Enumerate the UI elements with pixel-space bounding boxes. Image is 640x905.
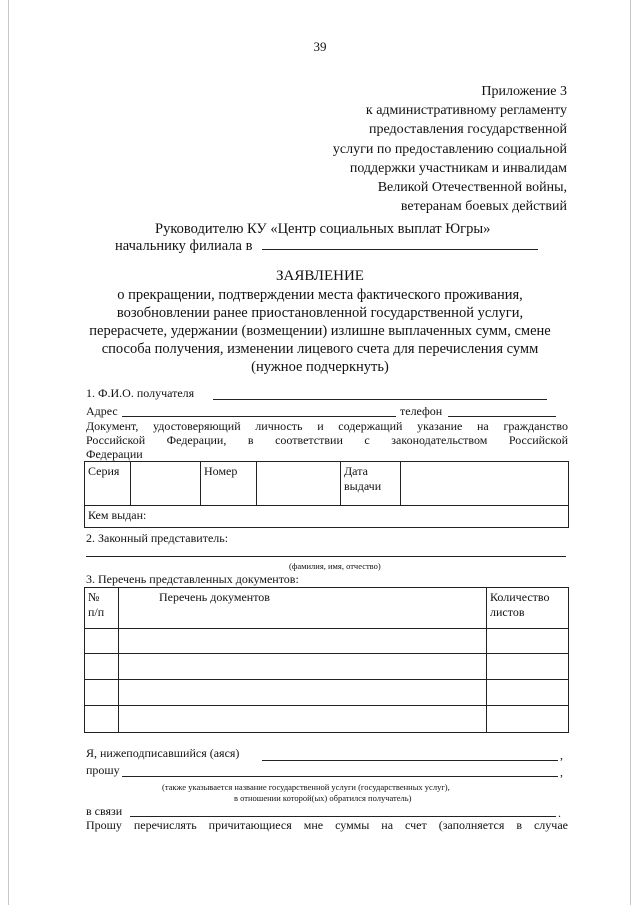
table-row [85,680,569,706]
row-quantity-cell[interactable] [487,680,569,706]
form-subtitle-line: возобновлении ранее приостановленной государственной услуги, [116,305,524,321]
appendix-line: ветеранам боевых действий [400,199,567,215]
page-right-edge [630,0,631,905]
row-number-cell[interactable] [85,706,119,733]
col-quantity-header [487,588,569,629]
table-row [85,654,569,680]
transfer-request-text: Прошу перечислять причитающиеся мне суммы на счет (заполняется в случае [86,818,568,832]
phone-label: телефон [400,404,443,418]
representative-field[interactable] [86,556,566,557]
fio-label: 1. Ф.И.О. получателя [86,386,195,400]
page-left-edge [8,0,9,905]
representative-caption: (фамилия, имя, отчество) [289,561,381,571]
row-quantity-cell[interactable] [487,706,569,733]
id-doc-text-line: Федерации [86,447,143,461]
series-value[interactable] [131,462,201,506]
page-number: 39 [313,39,327,54]
phone-field[interactable] [448,416,556,417]
issue-date-label [341,462,401,506]
issue-date-value[interactable] [401,462,569,506]
col-quantity-header-line: Количество [490,590,550,604]
appendix-line: Приложение 3 [481,84,567,99]
address-field[interactable] [122,416,396,417]
issue-date-label-line: Дата [344,464,368,478]
row-number-cell[interactable] [85,654,119,680]
appendix-line: Великой Отечественной войны, [377,180,567,196]
row-quantity-cell[interactable] [487,654,569,680]
id-document-table [84,461,569,528]
table-row [85,629,569,654]
table-row [85,706,569,733]
address-label: Адрес [86,404,118,418]
form-subtitle-line: перерасчете, удержании (возмещении) излишне выплаченных сумм, смене [89,323,551,339]
signer-field[interactable] [262,760,558,761]
col-documents-header-text: Перечень документов [159,590,270,604]
form-subtitle-hint: (нужное подчеркнуть) [251,359,389,375]
representative-label: 2. Законный представитель: [86,531,229,545]
col-number-header-line: п/п [88,605,105,619]
documents-table [84,587,569,733]
appendix-line: предоставления государственной [368,122,567,138]
appendix-line: услуги по предоставлению социальной [332,141,567,157]
col-number-header [85,588,119,629]
issued-by-cell[interactable] [85,506,569,528]
id-doc-text-line: Документ, удостоверяющий личность и содержащий указание на гражданство [86,419,568,433]
reason-label: в связи [86,804,123,818]
reason-dot: . [558,806,561,820]
signer-label: Я, нижеподписавшийся (аяся) [86,746,240,760]
form-title: ЗАЯВЛЕНИЕ [276,268,364,284]
row-number-cell[interactable] [85,680,119,706]
fio-field[interactable] [213,399,547,400]
request-label: прошу [86,763,120,777]
appendix-block [333,82,567,216]
row-quantity-cell[interactable] [487,629,569,654]
request-caption-line: в отношении которой(ых) обратился получатель) [234,793,412,803]
appendix-line: к административному регламенту [365,103,567,119]
number-label: Номер [201,462,257,506]
col-quantity-header-line: листов [490,605,525,619]
row-number-cell[interactable] [85,629,119,654]
row-document-cell[interactable] [119,706,487,733]
number-value[interactable] [257,462,341,506]
addressee-line-1: Руководителю КУ «Центр социальных выплат Югры» [155,221,491,237]
row-document-cell[interactable] [119,680,487,706]
id-doc-text-line: Российской Федерации, в соответствии с законодательством Российской [86,433,568,447]
series-label: Серия [85,462,131,506]
col-number-header-line: № [88,590,100,604]
request-caption-line: (также указывается название государственной услуги (государственных услуг), [162,782,450,792]
reason-field[interactable] [130,816,556,817]
request-field[interactable] [122,776,558,777]
col-documents-header [119,588,487,629]
row-document-cell[interactable] [119,629,487,654]
request-comma: , [560,765,563,779]
addressee-line-2: начальнику филиала в [115,238,253,254]
issue-date-label-line: выдачи [344,479,382,493]
row-document-cell[interactable] [119,654,487,680]
issued-by-label: Кем выдан: [88,508,147,522]
form-subtitle-line: способа получения, изменении лицевого счета для перечисления сумм [101,341,539,357]
documents-list-label: 3. Перечень представленных документов: [86,572,299,586]
branch-field[interactable] [262,249,538,250]
form-subtitle-line: о прекращении, подтверждении места фактического проживания, [117,287,523,303]
signer-comma: , [560,748,563,762]
appendix-line: поддержки участникам и инвалидам [349,160,567,176]
